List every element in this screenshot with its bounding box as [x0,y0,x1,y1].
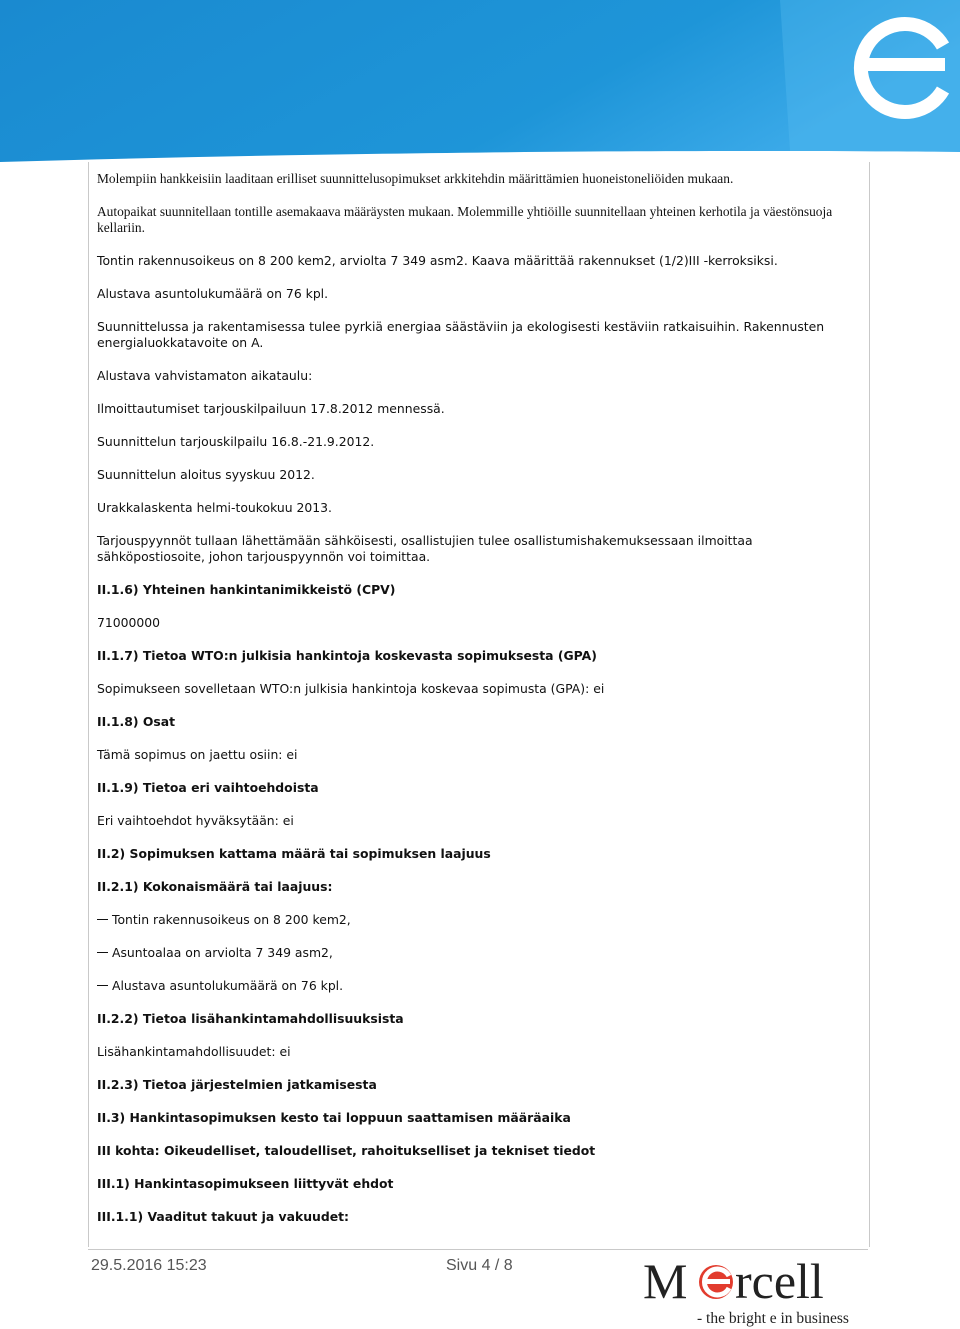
logo-tagline: - the bright e in business [697,1310,849,1327]
paragraph: Suunnittelussa ja rakentamisessa tulee pyrkiä energiaa säästäviin ja ekologisesti kestäviin ratkaisuihin. Rakennusten energialuokkatavoite on A. [97,319,825,350]
section-heading: II.1.9) Tietoa eri vaihtoehdoista [97,780,319,795]
dash-list-text: Tontin rakennusoikeus on 8 200 kem2, [112,912,351,927]
section-heading: II.3) Hankintasopimuksen kesto tai loppuun saattamisen määräaika [97,1110,571,1125]
paragraph: Suunnittelun aloitus syyskuu 2012. [97,467,315,482]
logo-letter-m: M [643,1253,688,1309]
paragraph: Tämä sopimus on jaettu osiin: ei [97,747,298,762]
dash-list-item [97,978,842,994]
paragraph: Alustava asuntolukumäärä on 76 kpl. [97,286,329,301]
document-body [97,171,842,1242]
paragraph: Lisähankintamahdollisuudet: ei [97,1044,291,1059]
section-heading: II.2) Sopimuksen kattama määrä tai sopimuksen laajuus [97,846,491,861]
dash-icon [97,945,112,960]
paragraph: Ilmoittautumiset tarjouskilpailuun 17.8.2012 mennessä. [97,401,445,416]
paragraph: Alustava vahvistamaton aikataulu: [97,368,313,383]
paragraph: Tarjouspyynnöt tullaan lähettämään sähköisesti, osallistujien tulee osallistumishakemuksessaan ilmoittaa sähköpostiosoite, johon tarjouspyynnön voi toimittaa. [97,533,753,564]
paragraph: Molempiin hankkeisiin laaditaan erilliset suunnittelusopimukset arkkitehdin määrittämien huoneistoneliöiden mukaan. [97,171,734,186]
section-heading: II.1.6) Yhteinen hankintanimikkeistö (CPV) [97,582,396,597]
paragraph: Urakkalaskenta helmi-toukokuu 2013. [97,500,332,515]
mercell-logo [640,1250,870,1329]
paragraph: Tontin rakennusoikeus on 8 200 kem2, arviolta 7 349 asm2. Kaava määrittää rakennukset (1/2)III -kerroksiksi. [97,253,778,268]
section-heading: III.1) Hankintasopimukseen liittyvät ehdot [97,1176,394,1191]
logo-letters-rcell: rcell [735,1253,824,1309]
section-heading: II.1.8) Osat [97,714,176,729]
section-heading: III kohta: Oikeudelliset, taloudelliset, rahoitukselliset ja tekniset tiedot [97,1143,596,1158]
section-heading: III.1.1) Vaaditut takuut ja vakuudet: [97,1209,349,1224]
paragraph: Autopaikat suunnitellaan tontille asemakaava määräysten mukaan. Molemmille yhtiöille suunnitellaan yhteinen kerhotila ja väestönsuoja kellariin. [97,204,833,235]
paragraph: Eri vaihtoehdot hyväksytään: ei [97,813,294,828]
paragraph: Sopimukseen sovelletaan WTO:n julkisia hankintoja koskevaa sopimusta (GPA): ei [97,681,605,696]
footer-date: 29.5.2016 15:23 [91,1257,207,1274]
paragraph: Suunnittelun tarjouskilpailu 16.8.-21.9.2012. [97,434,375,449]
logo-e-icon [699,1265,733,1299]
section-heading: II.1.7) Tietoa WTO:n julkisia hankintoja koskevasta sopimuksesta (GPA) [97,648,597,663]
dash-list-item [97,912,842,928]
dash-icon [97,978,112,993]
dash-list-item [97,945,842,961]
section-heading: II.2.3) Tietoa järjestelmien jatkamisesta [97,1077,377,1092]
paragraph: 71000000 [97,615,161,630]
section-heading: II.2.1) Kokonaismäärä tai laajuus: [97,879,333,894]
page-number: Sivu 4 / 8 [446,1257,513,1274]
dash-icon [97,912,112,927]
dash-list-text: Asuntoalaa on arviolta 7 349 asm2, [112,945,333,960]
header-banner [0,0,960,165]
dash-list-text: Alustava asuntolukumäärä on 76 kpl. [112,978,344,993]
section-heading: II.2.2) Tietoa lisähankintamahdollisuuksista [97,1011,404,1026]
